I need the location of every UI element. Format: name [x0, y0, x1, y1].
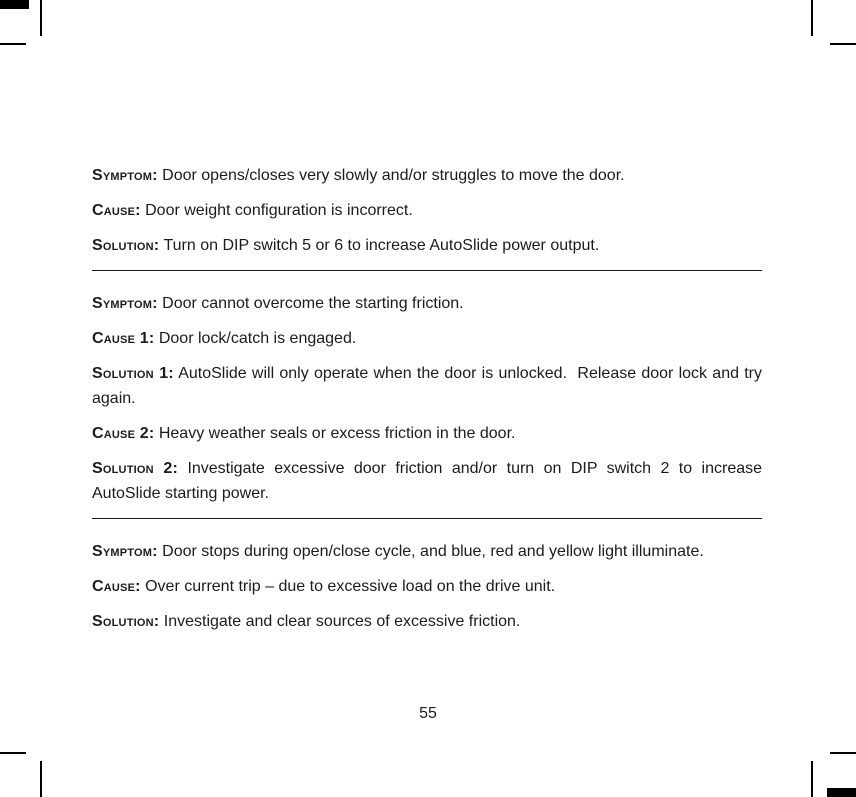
section-divider: [92, 268, 762, 271]
crop-mark-top-left-block: [0, 0, 29, 9]
crop-mark-horizontal-left-top: [0, 43, 26, 45]
crop-mark-horizontal-right-top: [830, 43, 856, 45]
crop-mark-horizontal-right-bottom: [830, 752, 856, 754]
cause-2-label: Cause 2:: [92, 425, 155, 442]
page-number: 55: [419, 705, 437, 722]
cause-label: Cause:: [92, 202, 141, 219]
symptom-paragraph: [92, 163, 762, 188]
section-divider: [92, 516, 762, 519]
symptom-paragraph: [92, 539, 762, 564]
symptom-label: Symptom:: [92, 543, 158, 560]
cause-1-text: Door lock/catch is engaged.: [158, 330, 357, 347]
solution-paragraph: [92, 361, 767, 411]
solution-2-label: Solution 2:: [92, 460, 179, 477]
cause-paragraph: [92, 326, 762, 351]
solution-1-label: Solution 1:: [92, 365, 174, 382]
cause-text: Door weight configuration is incorrect.: [145, 202, 413, 219]
symptom-label: Symptom:: [92, 295, 158, 312]
solution-label: Solution:: [92, 237, 160, 254]
solution-paragraph: [92, 456, 766, 506]
cause-2-text: Heavy weather seals or excess friction in the door.: [158, 425, 516, 442]
crop-mark-vertical-top-left: [40, 0, 42, 36]
crop-mark-bottom-right-block: [827, 788, 856, 797]
solution-paragraph: [92, 609, 762, 634]
solution-paragraph: [92, 233, 762, 258]
cause-1-label: Cause 1:: [92, 330, 155, 347]
solution-2-text: Investigate excessive door friction and/or turn on DIP switch 2 to increase AutoSlide starting power.: [92, 460, 766, 502]
crop-mark-horizontal-left-bottom: [0, 752, 26, 754]
crop-mark-vertical-bottom-left: [40, 761, 42, 797]
crop-mark-vertical-top-right: [811, 0, 813, 36]
crop-mark-vertical-bottom-right: [811, 761, 813, 797]
symptom-text: Door opens/closes very slowly and/or struggles to move the door.: [162, 167, 625, 184]
troubleshooting-content: [92, 163, 767, 644]
symptom-paragraph: [92, 291, 762, 316]
symptom-label: Symptom:: [92, 167, 158, 184]
cause-text: Over current trip – due to excessive load on the drive unit.: [145, 578, 556, 595]
cause-paragraph: [92, 574, 762, 599]
solution-label: Solution:: [92, 613, 160, 630]
symptom-text: Door stops during open/close cycle, and blue, red and yellow light illuminate.: [162, 543, 704, 560]
cause-label: Cause:: [92, 578, 141, 595]
solution-text: Investigate and clear sources of excessive friction.: [163, 613, 521, 630]
cause-paragraph: [92, 198, 762, 223]
solution-text: Turn on DIP switch 5 or 6 to increase AutoSlide power output.: [163, 237, 600, 254]
solution-1-text: AutoSlide will only operate when the door is unlocked. Release door lock and try again.: [92, 365, 767, 407]
symptom-text: Door cannot overcome the starting friction.: [162, 295, 464, 312]
cause-paragraph: [92, 421, 762, 446]
